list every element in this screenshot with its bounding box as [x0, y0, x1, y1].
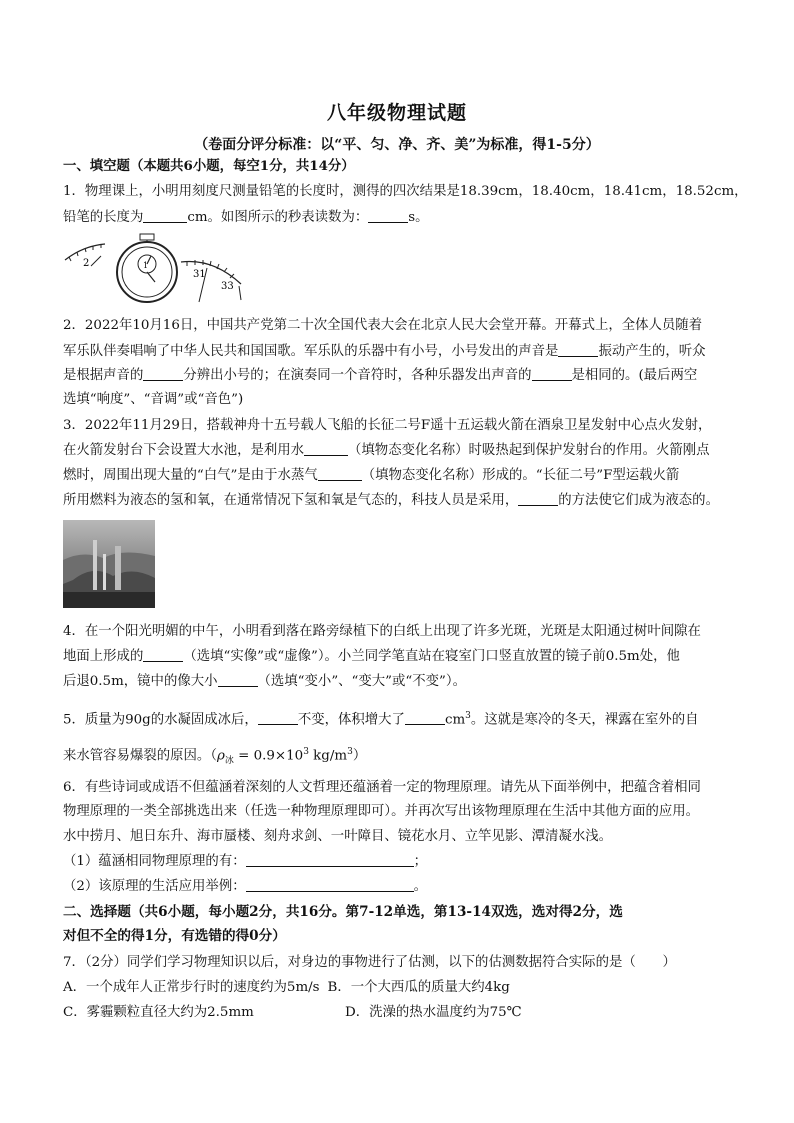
- q6-line3: 水中捞月、旭日东升、海市蜃楼、刻舟求剑、一叶障目、镜花水月、立竿见影、潭清凝水浅。: [63, 829, 613, 844]
- q6-blank-2[interactable]: [246, 877, 414, 892]
- q7-option-d[interactable]: D．洗澡的热水温度约为75℃: [345, 1005, 522, 1020]
- section1-heading: 一、填空题（本题共6小题，每空1分，共14分）: [63, 158, 355, 174]
- q5-text-d: 。这就是寒冷的冬天，裸露在室外的自: [470, 712, 699, 728]
- q4-blank-2[interactable]: [218, 672, 258, 687]
- q4-blank-1[interactable]: [143, 647, 183, 662]
- q1-line2: [63, 208, 743, 228]
- q4-line3: [63, 672, 743, 692]
- q3-line3: [63, 466, 743, 486]
- q1-text-c: s。: [408, 210, 429, 225]
- q2-text-b: 振动产生的，听众: [598, 344, 706, 359]
- section2-heading-2: 对但不全的得1分，有选错的得0分）: [63, 928, 286, 944]
- q4-text-b: （选填“实像”或“虚像”）。小兰同学笔直站在寝室门口竖直放置的镜子前0.5m处，他: [183, 649, 680, 664]
- q1-blank-length[interactable]: [143, 208, 187, 223]
- q5-line1: [63, 706, 743, 730]
- q3-blank-2[interactable]: [318, 466, 362, 481]
- formula-unit: kg/m: [308, 748, 348, 764]
- outer-tick-2: 2: [83, 258, 90, 269]
- q4-text-c: 后退0.5m，镜中的像大小: [63, 674, 218, 689]
- q5-text-f: ）: [352, 748, 367, 764]
- q7-stem: 7．（2分）同学们学习物理知识以后，对身边的事物进行了估测，以下的估测数据符合实际的是（ ）: [63, 955, 676, 970]
- q2-blank-2[interactable]: [143, 366, 183, 381]
- q3-text-f: 的方法使它们成为液态的。: [558, 493, 719, 508]
- formula-exponent: 3: [303, 747, 309, 757]
- q7-option-a[interactable]: A．一个成年人正常步行时的速度约为5m/s: [63, 980, 320, 995]
- q6-sub2-text: （2）该原理的生活应用举例：: [63, 879, 246, 894]
- q3-line4: [63, 491, 743, 511]
- q4-line2: [63, 647, 743, 667]
- q3-text-c: 燃时，周围出现大量的“白气”是由于水蒸气: [63, 468, 318, 483]
- page-subtitle: （卷面分评分标准：以“平、匀、净、齐、美”为标准，得1-5分）: [194, 137, 600, 153]
- q3-blank-1[interactable]: [304, 441, 348, 456]
- q6-sub2-end: 。: [413, 879, 427, 894]
- q2-line3: [63, 366, 743, 386]
- q2-blank-3[interactable]: [532, 366, 572, 381]
- q5-blank-2[interactable]: [405, 710, 445, 725]
- q6-sub1: [63, 852, 743, 872]
- q3-text-b: （填物态变化名称）时吸热起到保护发射台的作用。火箭刚点: [348, 443, 710, 458]
- rho-subscript: 冰: [224, 756, 234, 767]
- rocket-launch-photo: [63, 520, 155, 608]
- q3-text-e: 所用燃料为液态的氢和氧，在通常情况下氢和氧是气态的，科技人员是采用，: [63, 493, 519, 508]
- q1-text-a: 铅笔的长度为: [63, 210, 144, 225]
- q5-unit-sup: 3: [465, 711, 471, 721]
- q4-line1: 4．在一个阳光明媚的中午，小明看到落在路旁绿植下的白纸上出现了许多光斑，光斑是太阳通过树叶间隙在: [63, 624, 701, 639]
- q6-line1: 6．有些诗词或成语不但蕴涵着深刻的人文哲理还蕴涵着一定的物理原理。请先从下面举例中，把蕴含着相同: [63, 780, 701, 795]
- q2-text-a: 军乐队伴奏唱响了中华人民共和国国歌。军乐队的乐器中有小号，小号发出的声音是: [63, 344, 559, 359]
- q5-text-e: 来水管容易爆裂的原因。（: [63, 748, 217, 764]
- section2-heading-1: 二、选择题（共6小题，每小题2分，共16分。第7-12单选，第13-14双选，选对得2分，选: [63, 904, 623, 920]
- q6-blank-1[interactable]: [246, 852, 414, 867]
- page-title: 八年级物理试题: [326, 102, 467, 124]
- formula-unit-exponent: 3: [347, 747, 353, 757]
- q4-text-a: 地面上形成的: [63, 649, 144, 664]
- q3-line1: 3．2022年11月29日，搭载神舟十五号载人飞船的长征二号F遥十五运载火箭在酒泉卫星发射中心点火发射，: [63, 418, 712, 433]
- q7-option-c[interactable]: C．雾霾颗粒直径大约为2.5mm: [63, 1005, 254, 1020]
- q2-blank-1[interactable]: [558, 342, 598, 357]
- q5-text-a: 5．质量为90g的水凝固成冰后，: [63, 712, 258, 728]
- q2-line2: [63, 342, 743, 362]
- q3-text-d: （填物态变化名称）形成的。“长征二号”F型运载火箭: [361, 468, 680, 483]
- q7-options-row2: [63, 1003, 743, 1023]
- q5-line2: [63, 742, 743, 771]
- q1-blank-stopwatch[interactable]: [368, 208, 408, 223]
- q3-blank-3[interactable]: [518, 491, 558, 506]
- q6-sub1-text: （1）蕴涵相同物理原理的有：: [63, 854, 246, 869]
- q6-line2: 物理原理的一类全部挑选出来（任选一种物理原理即可）。并再次写出该物理原理在生活中其他方面的应用。: [63, 804, 700, 819]
- rho-symbol: ρ: [217, 748, 225, 764]
- q2-line1: 2．2022年10月16日，中国共产党第二十次全国代表大会在北京人民大会堂开幕。开幕式上，全体人员随着: [63, 318, 703, 333]
- q3-text-a: 在火箭发射台下会设置大水池，是利用水: [63, 443, 305, 458]
- q7-option-b[interactable]: B．一个大西瓜的质量大约4kg: [327, 980, 510, 995]
- q2-line4: 选填“响度”、“音调”或“音色”): [63, 392, 244, 407]
- q5-text-b: 不变，体积增大了: [297, 712, 405, 728]
- q5-blank-1[interactable]: [258, 710, 298, 725]
- q5-unit-cm: cm: [444, 712, 466, 728]
- q2-text-e: 是相同的。(最后两空: [571, 368, 698, 383]
- q1-text-b: cm。如图所示的秒表读数为：: [187, 210, 369, 225]
- q3-line2: [63, 441, 743, 461]
- ice-density-formula: = 0.9×10: [233, 748, 304, 764]
- q4-text-d: （选填“变小”、“变大”或“不变”）。: [257, 674, 466, 689]
- stopwatch-figure: [63, 232, 263, 306]
- q6-sub2: [63, 877, 743, 897]
- inner-dial-1: 1: [143, 261, 149, 270]
- q2-text-d: 分辨出小号的；在演奏同一个音符时，各种乐器发出声音的: [183, 368, 532, 383]
- inner-tick-31: 31: [193, 269, 206, 280]
- q6-sub1-end: ；: [413, 854, 427, 869]
- q7-options-row1: [63, 978, 743, 998]
- inner-tick-33: 33: [221, 281, 234, 292]
- q1-line1: 1．物理课上，小明用刻度尺测量铅笔的长度时，测得的四次结果是18.39cm，18.40cm，18.41cm，18.52cm，: [63, 184, 748, 199]
- q2-text-c: 是根据声音的: [63, 368, 144, 383]
